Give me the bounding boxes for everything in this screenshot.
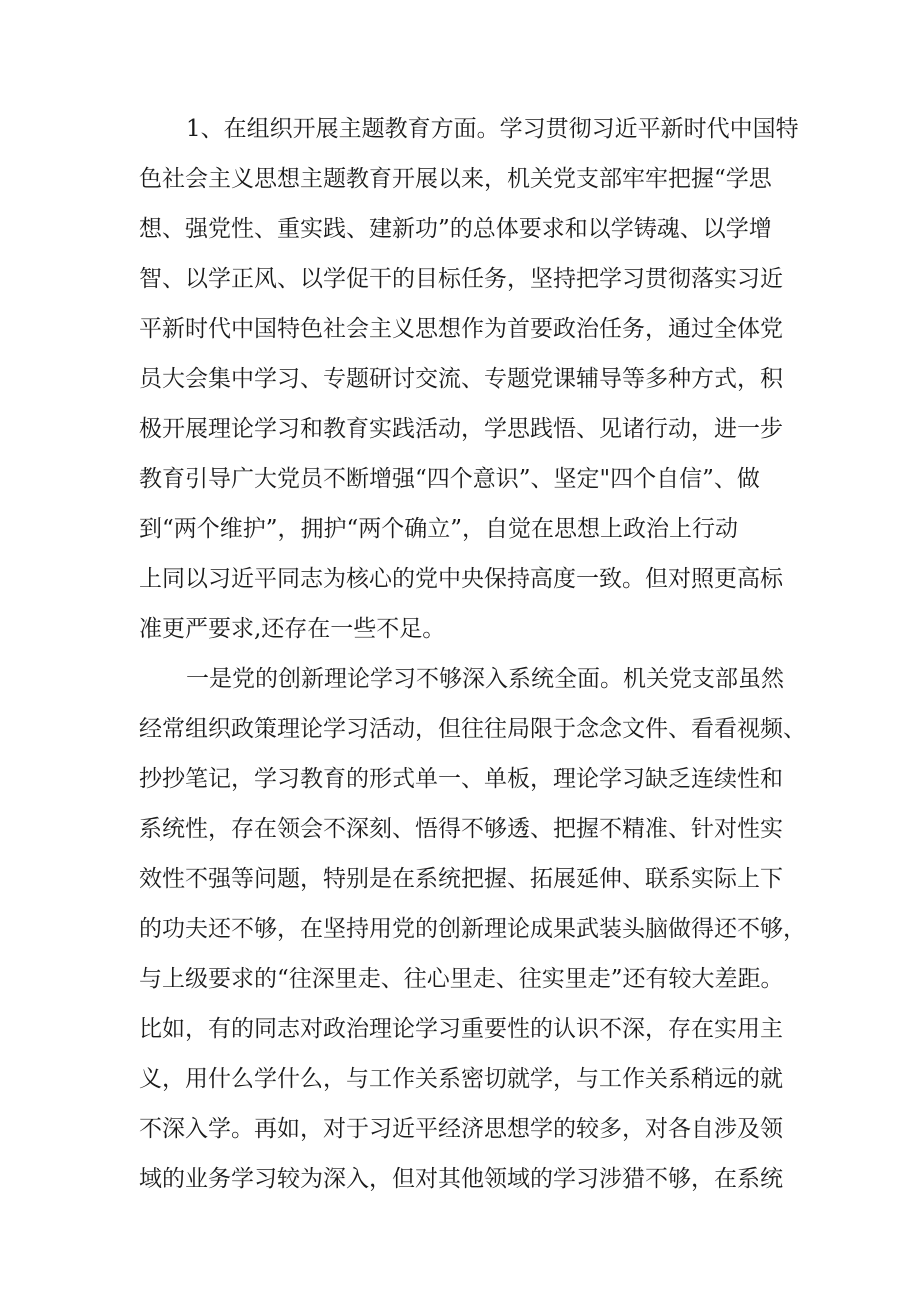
paragraph-2-line-11 bbox=[0, 1155, 920, 1203]
text-line: 平新时代中国特色社会主义思想作为首要政治任务，通过全体党 bbox=[139, 316, 783, 342]
text-line: 的功夫还不够，在坚持用党的创新理论成果武装头脑做得还不够， bbox=[139, 916, 806, 942]
text-line: 域的业务学习较为深入，但对其他领域的学习涉猎不够，在系统 bbox=[139, 1166, 783, 1192]
paragraph-2-line-7 bbox=[0, 955, 920, 1003]
text-line: 极开展理论学习和教育实践活动，学思践悟、见诸行动，进一步 bbox=[139, 416, 783, 442]
text-line: 准更严要求,还存在一些不足。 bbox=[139, 616, 446, 642]
paragraph-1-line-10 bbox=[0, 555, 920, 603]
text-line: 义，用什么学什么，与工作关系密切就学，与工作关系稍远的就 bbox=[139, 1066, 783, 1092]
paragraph-2-line-8 bbox=[0, 1005, 920, 1053]
text-line: 上同以习近平同志为核心的党中央保持高度一致。但对照更高标 bbox=[139, 566, 783, 592]
text-line: 员大会集中学习、专题研讨交流、专题党课辅导等多种方式，积 bbox=[139, 366, 783, 392]
paragraph-1-line-7 bbox=[0, 405, 920, 453]
paragraph-1-line-5 bbox=[0, 305, 920, 353]
text-line: 教育引导广大党员不断增强“四个意识”、坚定"四个自信”、做 bbox=[139, 466, 760, 492]
text-line: 想、强党性、重实践、建新功”的总体要求和以学铸魂、以学增 bbox=[139, 216, 772, 242]
text-line: 经常组织政策理论学习活动，但往往局限于念念文件、看看视频、 bbox=[139, 716, 806, 742]
paragraph-1-line-4 bbox=[0, 255, 920, 303]
text-line: 抄抄笔记，学习教育的形式单一、单板，理论学习缺乏连续性和 bbox=[139, 766, 783, 792]
paragraph-2-line-9 bbox=[0, 1055, 920, 1103]
paragraph-1-line-2 bbox=[0, 155, 920, 203]
text-line: 色社会主义思想主题教育开展以来，机关党支部牢牢把握“学思 bbox=[139, 166, 772, 192]
paragraph-2-line-4 bbox=[0, 805, 920, 853]
paragraph-1-line-6 bbox=[0, 355, 920, 403]
paragraph-2-line-10 bbox=[0, 1105, 920, 1153]
text-line: 比如，有的同志对政治理论学习重要性的认识不深，存在实用主 bbox=[139, 1016, 783, 1042]
text-line: 到“两个维护”，拥护“两个确立”，自觉在思想上政治上行动 bbox=[139, 516, 739, 542]
text-line: 智、以学正风、以学促干的目标任务，坚持把学习贯彻落实习近 bbox=[139, 266, 783, 292]
text-line: 效性不强等问题，特别是在系统把握、拓展延伸、联系实际上下 bbox=[139, 866, 783, 892]
text-line: 与上级要求的“往深里走、往心里走、往实里走”还有较大差距。 bbox=[139, 966, 784, 992]
paragraph-1-line-11 bbox=[0, 605, 920, 653]
paragraph-2-line-3 bbox=[0, 755, 920, 803]
paragraph-1-line-3 bbox=[0, 205, 920, 253]
text-line: 系统性，存在领会不深刻、悟得不够透、把握不精准、针对性实 bbox=[139, 816, 783, 842]
paragraph-1-line-1 bbox=[0, 105, 920, 153]
paragraph-1-line-8 bbox=[0, 455, 920, 503]
paragraph-2-line-1 bbox=[0, 655, 920, 703]
paragraph-2-line-5 bbox=[0, 855, 920, 903]
paragraph-2-line-2 bbox=[0, 705, 920, 753]
text-line: 一是党的创新理论学习不够深入系统全面。机关党支部虽然 bbox=[186, 666, 784, 692]
paragraph-2-line-6 bbox=[0, 905, 920, 953]
text-line: 不深入学。再如，对于习近平经济思想学的较多，对各自涉及领 bbox=[139, 1116, 783, 1142]
text-line: 1、在组织开展主题教育方面。学习贯彻习近平新时代中国特 bbox=[186, 116, 799, 142]
paragraph-1-line-9 bbox=[0, 505, 920, 553]
